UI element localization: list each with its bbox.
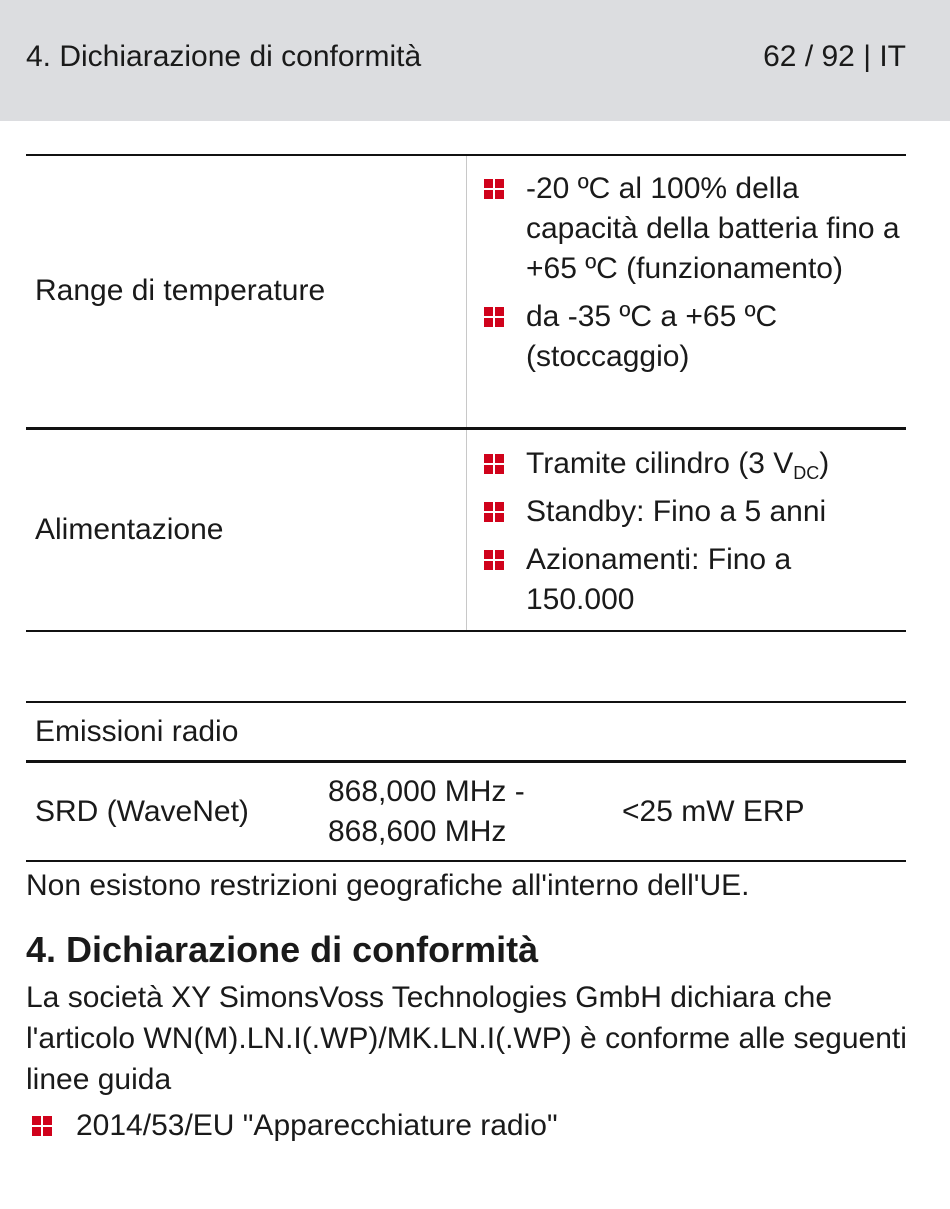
list-item: Standby: Fino a 5 anni	[482, 492, 902, 532]
row-label-temperature: Range di temperature	[35, 274, 326, 307]
row-label-power: Alimentazione	[35, 513, 224, 546]
section-title: 4. Dichiarazione di conformità	[26, 929, 539, 970]
list-item: -20 ºC al 100% della capacità della batteria fino a +65 ºC (funzionamento)	[482, 169, 902, 289]
list-item: da -35 ºC a +65 ºC (stoccaggio)	[482, 297, 902, 377]
header-title: 4. Dichiarazione di conformità	[26, 40, 422, 73]
red-square-bullet-icon	[484, 307, 504, 327]
radio-power: <25 mW ERP	[622, 795, 805, 828]
radio-table-bottom-rule	[26, 860, 906, 862]
red-square-bullet-icon	[484, 179, 504, 199]
radio-name: SRD (WaveNet)	[35, 795, 249, 828]
radio-table-top-rule	[26, 701, 906, 703]
list-item: Azionamenti: Fino a 150.000	[482, 540, 902, 620]
radio-table-header: Emissioni radio	[35, 715, 239, 748]
temperature-bullets	[482, 169, 902, 377]
red-square-bullet-icon	[484, 454, 504, 474]
red-square-bullet-icon	[32, 1116, 52, 1136]
power-bullets	[482, 444, 902, 620]
page-header	[0, 0, 950, 121]
list-item: Tramite cilindro (3 $V_{DC}$)	[482, 444, 902, 484]
page-indicator: 62 / 92 | IT	[763, 40, 906, 73]
radio-header-rule	[26, 760, 906, 763]
red-square-bullet-icon	[484, 502, 504, 522]
list-item: 2014/53/EU "Apparecchiature radio"	[32, 1106, 558, 1146]
table-row-rule	[26, 427, 906, 430]
section-paragraph: La società XY SimonsVoss Technologies GmbH dichiara che l'articolo WN(M).LN.I(.WP)/MK.LN.I(.WP) è conforme alle seguenti linee guida	[26, 981, 907, 1096]
red-square-bullet-icon	[484, 550, 504, 570]
table-bottom-rule	[26, 630, 906, 632]
table-column-divider	[466, 156, 467, 632]
geo-restriction-note: Non esistono restrizioni geografiche all'interno dell'UE.	[26, 869, 750, 902]
radio-frequency: 868,000 MHz - 868,600 MHz	[328, 775, 525, 848]
